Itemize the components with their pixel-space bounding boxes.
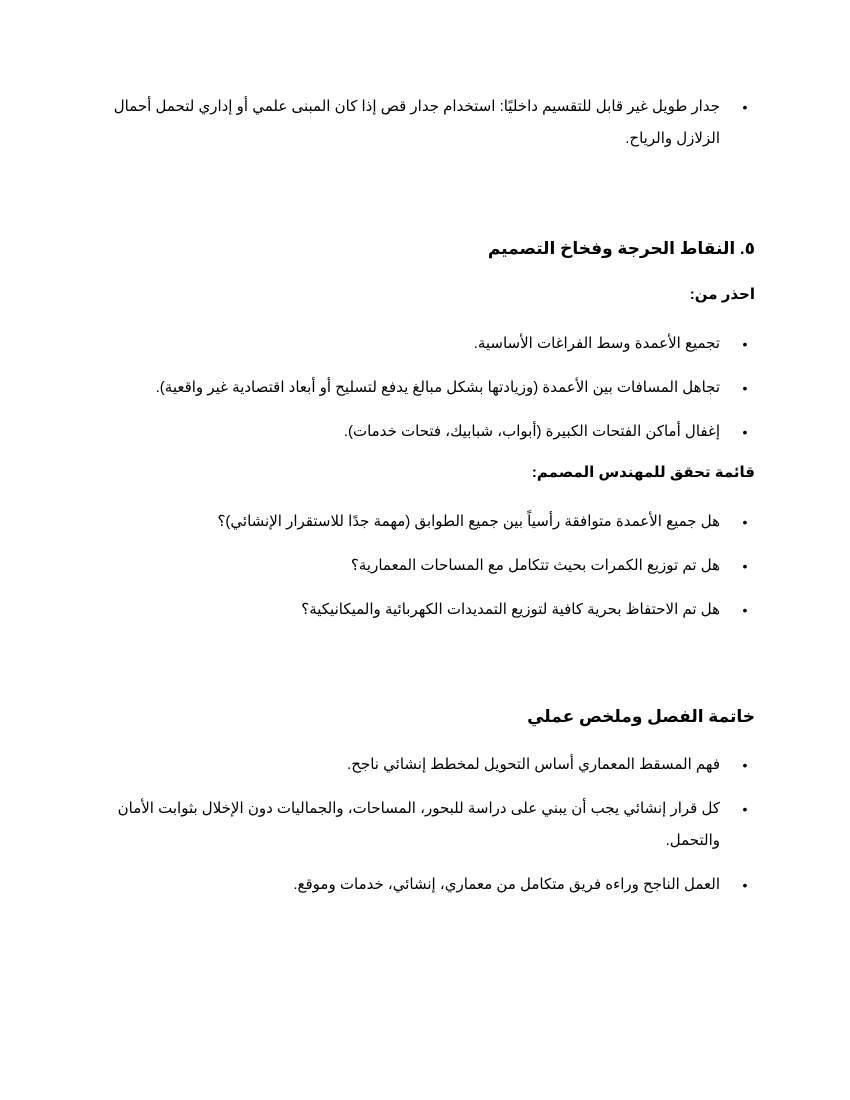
- list-item-text: هل تم توزيع الكمرات بحيث تتكامل مع المساحات المعمارية؟: [350, 557, 720, 574]
- conclusion-block: [95, 749, 755, 901]
- list-item: [95, 869, 755, 901]
- list-item-text: جدار طويل غير قابل للتقسيم داخليًا: استخدام جدار قص إذا كان المبنى علمي أو إداري لتحمل أحمال الزلازل والرياح.: [113, 98, 720, 147]
- list-item-text: تجميع الأعمدة وسط الفراغات الأساسية.: [473, 335, 720, 352]
- bullet-icon: •: [742, 801, 748, 817]
- warn-label: احذر من:: [689, 286, 755, 303]
- list-item: [95, 372, 755, 404]
- list-item: [95, 506, 755, 538]
- list-item: [95, 793, 755, 857]
- bullet-icon: •: [742, 558, 748, 574]
- conclusion-heading: خاتمة الفصل وملخص عملي: [527, 707, 755, 726]
- bullet-icon: •: [742, 757, 748, 773]
- bullet-icon: •: [742, 424, 748, 440]
- list-item: [95, 749, 755, 781]
- list-item: [95, 328, 755, 360]
- bullet-icon: •: [742, 602, 748, 618]
- list-item: [95, 91, 755, 155]
- intro-list: [95, 91, 755, 155]
- list-item-text: كل قرار إنشائي يجب أن يبني على دراسة للبحور، المساحات، والجماليات دون الإخلال بثوابت الأمان والتحمل.: [117, 800, 720, 849]
- checklist-block: [95, 506, 755, 626]
- list-item-text: إغفال أماكن الفتحات الكبيرة (أبواب، شبابيك، فتحات خدمات).: [343, 423, 720, 440]
- intro-block: [95, 91, 755, 155]
- bullet-icon: •: [742, 99, 748, 115]
- list-item: [95, 550, 755, 582]
- list-item-text: تجاهل المسافات بين الأعمدة (وزيادتها بشكل مبالغ يدفع لتسليح أو أبعاد اقتصادية غير واقعية).: [155, 379, 720, 396]
- conclusion-list: [95, 749, 755, 901]
- list-item: [95, 416, 755, 448]
- checklist-label: قائمة تحقق للمهندس المصمم:: [531, 464, 755, 481]
- warn-list: [95, 328, 755, 448]
- bullet-icon: •: [742, 877, 748, 893]
- bullet-icon: •: [742, 514, 748, 530]
- list-item-text: العمل الناجح وراءه فريق متكامل من معماري، إنشائي، خدمات وموقع.: [293, 876, 720, 893]
- list-item-text: هل تم الاحتفاظ بحرية كافية لتوزيع التمديدات الكهربائية والميكانيكية؟: [301, 601, 720, 618]
- section-5-heading: ٥. النقاط الحرجة وفخاخ التصميم: [487, 239, 755, 258]
- list-item: [95, 594, 755, 626]
- checklist-list: [95, 506, 755, 626]
- warn-block: [95, 328, 755, 448]
- bullet-icon: •: [742, 336, 748, 352]
- list-item-text: فهم المسقط المعماري أساس التحويل لمخطط إنشائي ناجح.: [347, 756, 720, 773]
- list-item-text: هل جميع الأعمدة متوافقة رأسياً بين جميع الطوابق (مهمة جدًا للاستقرار الإنشائي)؟: [217, 513, 720, 530]
- bullet-icon: •: [742, 380, 748, 396]
